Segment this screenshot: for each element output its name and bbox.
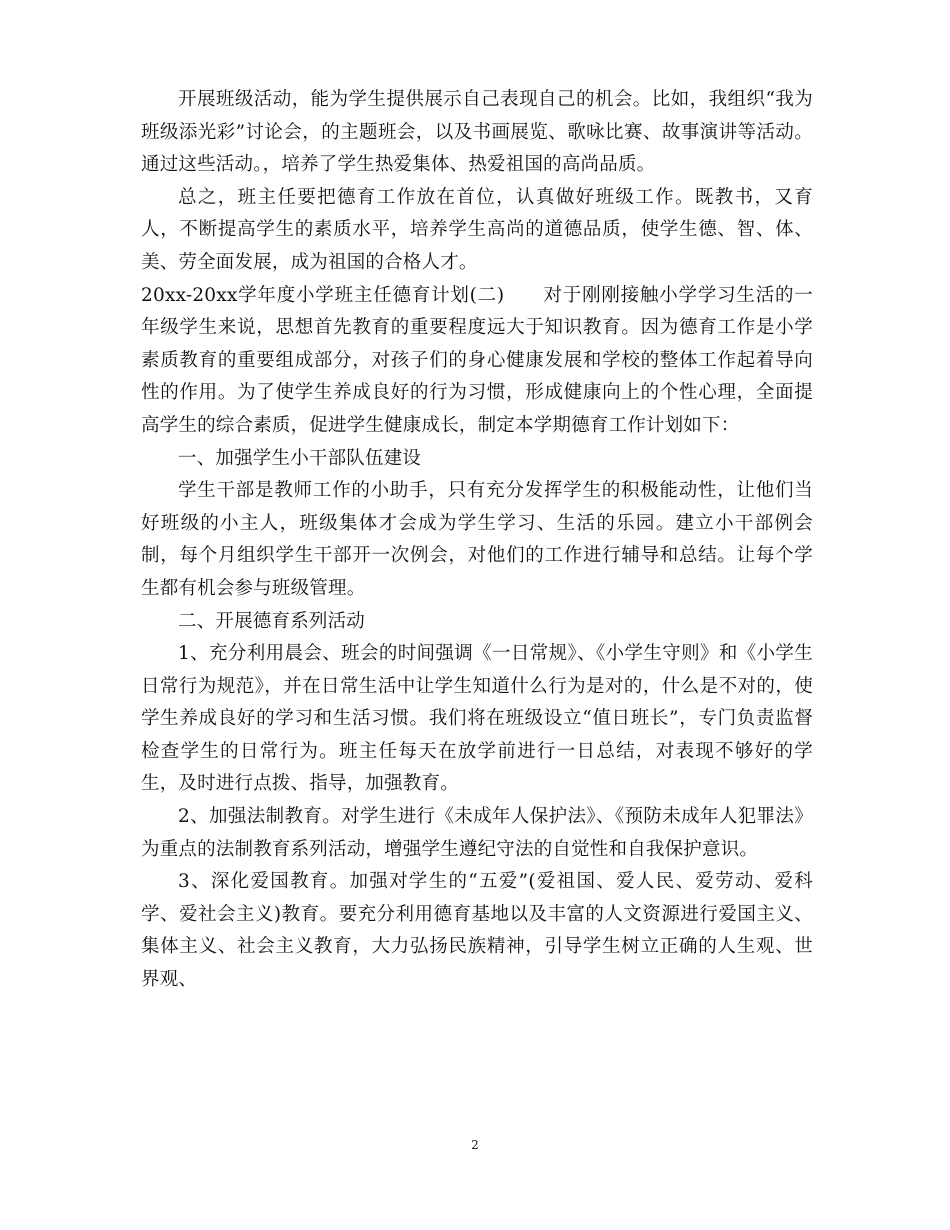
paragraph-cadre-building: 学生干部是教师工作的小助手，只有充分发挥学生的积极能动性，让他们当好班级的小主人，班级集体才会成为学生学习、生活的乐园。建立小干部例会制，每个月组织学生干部开一次例会，对他们的工作进行辅导和总结。让每个学生都有机会参与班级管理。 — [141, 480, 813, 599]
document-body — [141, 84, 813, 997]
page-number: 2 — [471, 1138, 479, 1152]
paragraph-item-2-legal-education: 2、加强法制教育。对学生进行《未成年人保护法》、《预防未成年人犯罪法》为重点的法制教育系列活动，增强学生遵纪守法的自觉性和自我保护意识。 — [141, 806, 813, 860]
paragraph-item-1-routines: 1、充分利用晨会、班会的时间强调《一日常规》、《小学生守则》和《小学生日常行为规范》，并在日常生活中让学生知道什么行为是对的，什么是不对的，使学生养成良好的学习和生活习惯。我们将在班级设立“值日班长”，专门负责监督检查学生的日常行为。班主任每天在放学前进行一日总结，对表现不够好的学生，及时进行点拨、指导，加强教育。 — [141, 643, 813, 795]
paragraph-item-3-patriotic-education: 3、深化爱国教育。加强对学生的“五爱”(爱祖国、爱人民、爱劳动、爱科学、爱社会主义)教育。要充分利用德育基地以及丰富的人文资源进行爱国主义、集体主义、社会主义教育，大力弘扬民族精神，引导学生树立正确的人生观、世界观、 — [141, 871, 813, 991]
section-heading-moral-activities: 二、开展德育系列活动 — [178, 610, 366, 632]
paragraph-summary: 总之，班主任要把德育工作放在首位，认真做好班级工作。既教书，又育人，不断提高学生的素质水平，培养学生高尚的道德品质，使学生德、智、体、美、劳全面发展，成为祖国的合格人才。 — [141, 186, 813, 273]
paragraph-class-activities: 开展班级活动，能为学生提供展示自己表现自己的机会。比如，我组织“我为班级添光彩”讨论会，的主题班会，以及书画展览、歌咏比赛、故事演讲等活动。通过这些活动。，培养了学生热爱集体、热爱祖国的高尚品质。 — [141, 89, 813, 176]
section-heading-cadre-building: 一、加强学生小干部队伍建设 — [178, 447, 422, 469]
paragraph-plan-intro: 20xx-20xx学年度小学班主任德育计划(二) 对于刚刚接触小学学习生活的一年级学生来说，思想首先教育的重要程度远大于知识教育。因为德育工作是小学素质教育的重要组成部分，对孩子们的身心健康发展和学校的整体工作起着导向性的作用。为了使学生养成良好的行为习惯，形成健康向上的个性心理，全面提高学生的综合素质，促进学生健康成长，制定本学期德育工作计划如下： — [141, 284, 813, 436]
